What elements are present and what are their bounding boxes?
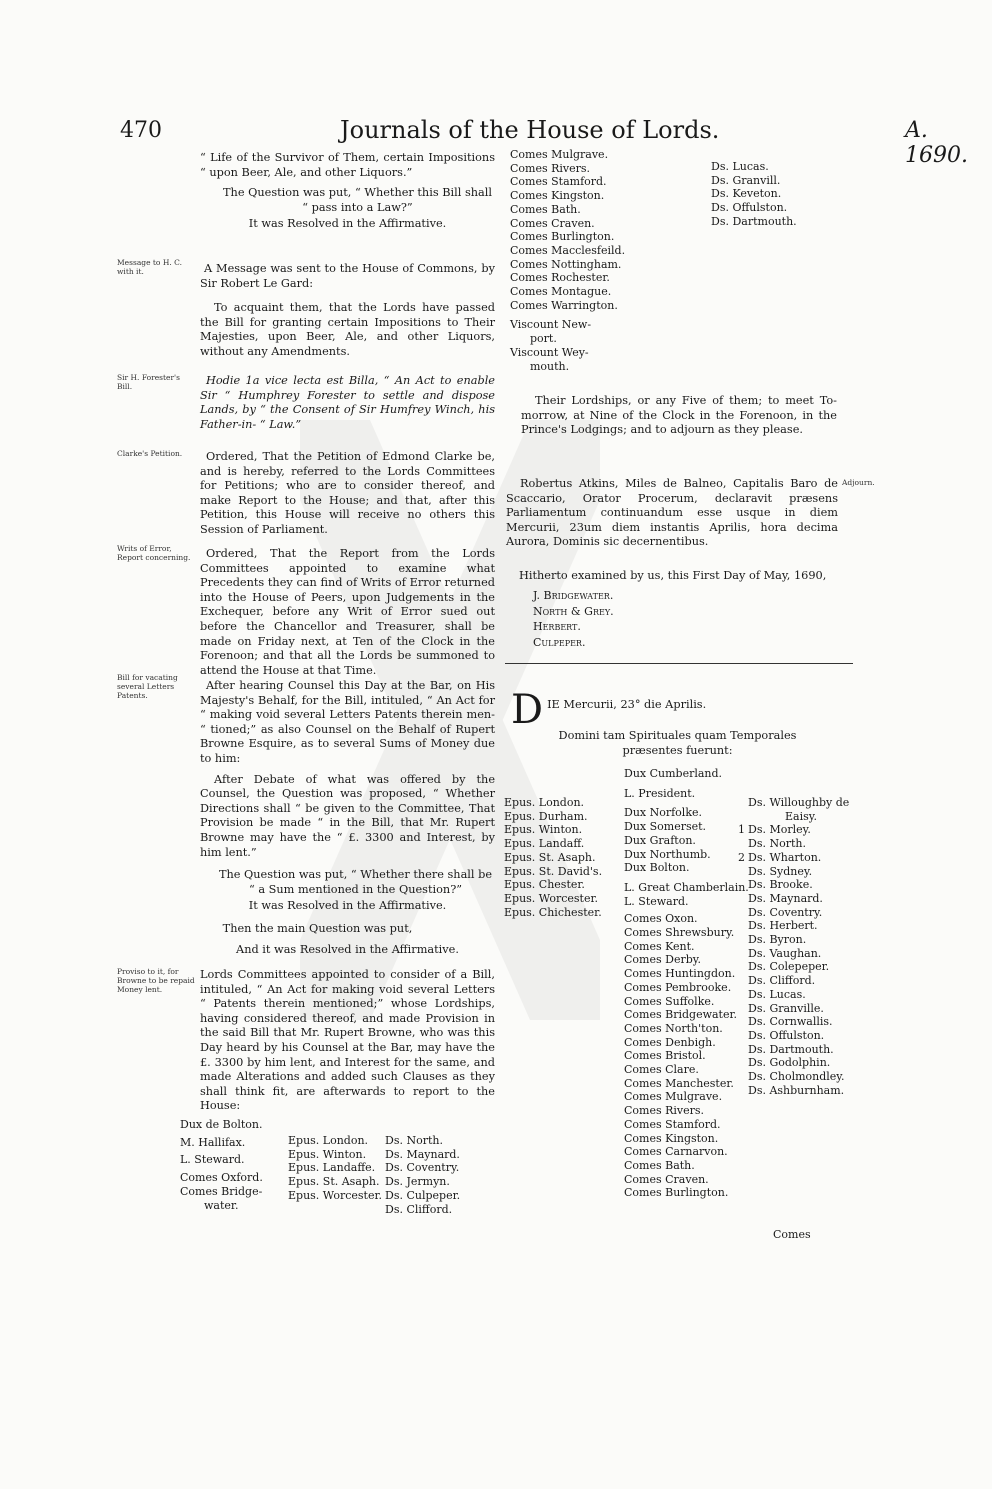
margin-note-writs: Writs of Error, Report concerning. xyxy=(117,544,191,563)
list-item: Comes Montague. xyxy=(510,285,612,299)
para-hearing-counsel: After hearing Counsel this Day at the Bar, on His Majesty's Behalf, for the Bill, intituled, “ An Act for “ making void several Letters Patents therein men- “ tioned;” as also Counsel on the Behalf of Rupert Browne Esquire, as to several Sums of Money due to him: xyxy=(200,679,495,765)
block-adjourn xyxy=(506,477,838,550)
list-item: Comes Kingston. xyxy=(510,189,605,203)
block-bill xyxy=(200,679,495,957)
block-message xyxy=(200,262,495,360)
list-item: Comes Craven. xyxy=(624,1172,709,1186)
list-item: Comes Bridge- xyxy=(180,1184,263,1198)
list-item: M. Hallifax. xyxy=(180,1135,246,1149)
list-item: L. Great Chamberlain. xyxy=(624,880,749,894)
list-item: Comes Rivers. xyxy=(510,161,591,175)
list-item: Culpeper. xyxy=(533,635,586,649)
list-item: Epus. London. xyxy=(288,1134,369,1147)
para-lords-committees: Lords Committees appointed to consider of a Bill, intituled, “ An Act for making void several Letters “ Patents therein mentioned;” whose Lordships, having considered thereof, and made Provision in the said Bill that Mr. Rupert Browne, who was this Day heard by his Counsel at the Bar, may have the £. 3300 by him lent, and Interest for the same, and made Alterations and added such Clauses as they shall think fit, are afterwards to report to the House: xyxy=(200,968,495,1113)
list-item: Ds. North. xyxy=(748,837,806,851)
list-item: Ds. Colepeper. xyxy=(748,960,830,974)
list-item: Comes Manchester. xyxy=(624,1076,734,1090)
block-forester xyxy=(200,374,495,432)
block-domini xyxy=(540,729,815,758)
rank-number: 1 xyxy=(738,823,745,837)
list-item: Dux Cumberland. xyxy=(624,767,723,780)
list-item: Comes Denbigh. xyxy=(624,1035,716,1049)
list-item: Ds. North. xyxy=(385,1134,443,1147)
committee-list-b xyxy=(288,1134,382,1203)
para-question-law: The Question was put, “ Whether this Bill shall “ pass into a Law?” xyxy=(223,186,492,214)
para-message-sent: A Message was sent to the House of Commons, by Sir Robert Le Gard: xyxy=(200,262,495,290)
list-item: 2 Ds. Wharton. xyxy=(733,851,849,865)
list-item: Dux Northumb. xyxy=(624,847,711,861)
list-item: Ds. Maynard. xyxy=(385,1147,460,1161)
list-item: Comes Burlington. xyxy=(624,1186,729,1200)
left-column xyxy=(200,151,495,232)
block-die xyxy=(511,687,841,733)
attendance-list-temporal xyxy=(624,767,749,1200)
para-examined: Hitherto examined by us, this First Day of May, 1690, xyxy=(519,569,827,582)
list-item: Comes Bridgewater. xyxy=(624,1008,738,1022)
list-item: Comes Warrington. xyxy=(510,298,618,312)
block-clarke xyxy=(200,450,495,538)
attendance-list-barons xyxy=(733,796,849,1097)
list-item: mouth. xyxy=(530,359,570,373)
list-item: Comes Mulgrave. xyxy=(510,148,609,161)
list-item: Ds. Offulston. xyxy=(711,201,788,215)
list-item: Eaisy. xyxy=(785,809,818,823)
list-item: Comes Craven. xyxy=(510,216,595,230)
list-item: Ds. Lucas. xyxy=(748,987,806,1001)
list-item: J. Bridgewater. xyxy=(533,589,614,602)
list-item: Comes Kent. xyxy=(624,939,695,953)
list-item: Epus. Winton. xyxy=(288,1147,367,1161)
para-meet: Their Lordships, or any Five of them; to meet To-morrow, at Nine of the Clock in the Forenoon, in the Prince's Lodgings; and to adjourn as they please. xyxy=(521,394,837,437)
committee-list-a xyxy=(180,1118,263,1212)
list-item: water. xyxy=(204,1198,239,1212)
list-item: L. Steward. xyxy=(180,1153,245,1167)
section-divider xyxy=(505,663,853,664)
list-item: Comes Pembrooke. xyxy=(624,980,732,994)
para-debate: After Debate of what was offered by the Counsel, the Question was proposed, “ Whether Directions shall “ be given to the Committee, That Provision be made “ in the Bill, that Mr. Rupert Browne may have the “ £. 3300 and Interest, by him lent.” xyxy=(200,772,495,859)
attendance-list-bishops xyxy=(504,796,602,919)
committee-list-c xyxy=(385,1134,460,1216)
list-item: Comes Clare. xyxy=(624,1063,699,1077)
list-item: Epus. Durham. xyxy=(504,809,588,823)
list-item: Comes Burlington. xyxy=(510,230,615,244)
list-item: Epus. St. David's. xyxy=(504,864,603,878)
para-forester-bill: Hodie 1a vice lecta est Billa, “ An Act to enable Sir “ Humphrey Forester to settle and dispose Lands, by “ the Consent of Sir Humfrey Winch, his Father-in- “ Law.” xyxy=(200,374,495,431)
list-item: Ds. Cholmondley. xyxy=(748,1070,845,1084)
list-item: Comes Oxford. xyxy=(180,1171,263,1185)
margin-note-proviso: Proviso to it, for Browne to be repaid Money lent. xyxy=(117,967,195,995)
list-item: Comes Stamford. xyxy=(624,1117,721,1131)
block-meet xyxy=(521,394,837,438)
list-item: Comes Bristol. xyxy=(624,1049,706,1063)
list-item: Ds. Keveton. xyxy=(711,187,782,201)
list-item: Comes Macclesfeild. xyxy=(510,243,626,257)
list-item: Ds. Ashburnham. xyxy=(748,1083,845,1097)
para-question-sum: The Question was put, “ Whether there shall be “ a Sum mentioned in the Question?” xyxy=(218,868,493,896)
list-item: Ds. Maynard. xyxy=(748,891,823,905)
list-item: Comes Mulgrave. xyxy=(624,1090,723,1104)
list-item: port. xyxy=(530,332,557,346)
list-item: Epus. Landaff. xyxy=(504,837,585,851)
para-resolved-1: It was Resolved in the Affirmative. xyxy=(248,217,447,231)
list-item: Ds. Coventry. xyxy=(748,905,823,919)
list-item: Comes Nottingham. xyxy=(510,257,622,271)
list-item: Ds. Clifford. xyxy=(748,974,816,988)
list-item: Comes Carnarvon. xyxy=(624,1145,728,1159)
para-main-question: Then the main Question was put, xyxy=(222,921,413,935)
list-item: Ds. Coventry. xyxy=(385,1161,460,1175)
list-item: Comes Rivers. xyxy=(624,1104,705,1118)
list-item: Epus. Landaffe. xyxy=(288,1161,376,1175)
list-item: Comes Shrewsbury. xyxy=(624,926,735,940)
page-title: Journals of the House of Lords. xyxy=(340,116,720,144)
margin-note-forester: Sir H. Forester's Bill. xyxy=(117,373,180,392)
block-proviso xyxy=(200,968,495,1114)
list-item: L. Steward. xyxy=(624,894,689,908)
list-item: Ds. Granville. xyxy=(748,1001,824,1015)
list-item: Ds. Sydney. xyxy=(748,864,813,878)
list-item: Epus. Chichester. xyxy=(504,905,602,919)
list-item: Ds. Clifford. xyxy=(385,1202,453,1216)
list-item: Ds. Granvill. xyxy=(711,173,781,187)
list-item: Ds. Brooke. xyxy=(748,878,813,892)
block-writs xyxy=(200,547,495,678)
list-item: Ds. Jermyn. xyxy=(385,1175,450,1189)
drop-cap: D xyxy=(511,687,544,733)
para-clarke-petition: Ordered, That the Petition of Edmond Clarke be, and is hereby, referred to the Lords Committees for Petitions; who are to consider thereof, and make Report to the House; and that, after this Petition, this House will receive no others this Session of Parliament. xyxy=(200,450,495,536)
list-item: Comes North'ton. xyxy=(624,1021,723,1035)
para-life-survivor: “ Life of the Survivor of Them, certain Impositions “ upon Beer, Ale, and other Liquors.” xyxy=(200,151,495,179)
rank-number: 2 xyxy=(738,850,745,864)
list-item: Comes Oxon. xyxy=(624,912,698,926)
committee-list-continued xyxy=(510,148,625,373)
para-resolved-3: And it was Resolved in the Affirmative. xyxy=(236,942,459,956)
list-item: Viscount Wey- xyxy=(510,345,589,359)
catchword: Comes xyxy=(773,1228,811,1241)
list-item: Comes Huntingdon. xyxy=(624,967,736,981)
list-item: Viscount New- xyxy=(510,318,592,332)
list-item: Dux Grafton. xyxy=(624,833,696,847)
page-year: A. 1690. xyxy=(905,118,968,168)
block-examined xyxy=(519,569,839,584)
list-item: L. President. xyxy=(624,786,696,800)
list-item: Comes Stamford. xyxy=(510,175,607,189)
list-item: Comes Bath. xyxy=(510,202,581,216)
committee-list-continued-2 xyxy=(711,160,797,229)
list-item: Epus. St. Asaph. xyxy=(288,1175,380,1189)
list-item: Ds. Offulston. xyxy=(748,1028,825,1042)
list-item: Dux Bolton. xyxy=(624,861,690,875)
list-item: Epus. Winton. xyxy=(504,823,583,837)
list-item: Ds. Culpeper. xyxy=(385,1188,461,1202)
margin-note-bill: Bill for vacating several Letters Patents. xyxy=(117,673,178,701)
list-item: Comes Bath. xyxy=(624,1158,695,1172)
list-item: Ds. Vaughan. xyxy=(748,946,822,960)
list-item: Ds. Lucas. xyxy=(711,160,769,173)
list-item: Ds. Godolphin. xyxy=(748,1056,831,1070)
para-adjourn: Robertus Atkins, Miles de Balneo, Capitalis Baro de Scaccario, Orator Procerum, declaravit præsens Parliamentum continuandum esse usque in diem Mercurii, 23um diem instantis Aprilis, hora decima Aurora, Dominis sic decernentibus. xyxy=(506,477,838,549)
list-item: Epus. Worcester. xyxy=(504,891,599,905)
list-item: Ds. Dartmouth. xyxy=(711,214,797,228)
margin-note-message: Message to H. C. with it. xyxy=(117,258,182,277)
page-number: 470 xyxy=(120,118,162,143)
list-item: Ds. Cornwallis. xyxy=(748,1015,833,1029)
list-item: Epus. Worcester. xyxy=(288,1188,383,1202)
section-date: IE Mercurii, 23° die Aprilis. xyxy=(547,698,707,711)
list-item: Comes Suffolke. xyxy=(624,994,715,1008)
list-item: Epus. Chester. xyxy=(504,878,585,892)
para-acquaint: To acquaint them, that the Lords have passed the Bill for granting certain Impositions to Their Majesties, upon Beer, Ale, and other Liquors, without any Amendments. xyxy=(200,301,495,358)
list-item: Herbert. xyxy=(533,620,581,634)
list-item: 1 Ds. Morley. xyxy=(733,823,849,837)
list-item: Epus. St. Asaph. xyxy=(504,850,596,864)
list-item: Comes Kingston. xyxy=(624,1131,719,1145)
list-item: North & Grey. xyxy=(533,604,614,618)
para-domini: Domini tam Spirituales quam Temporales præsentes fuerunt: xyxy=(558,729,797,757)
signers-list xyxy=(533,588,614,650)
para-writs-error: Ordered, That the Report from the Lords Committees appointed to examine what Precedents they can find of Writs of Error returned into the House of Peers, upon Judgements in the Exchequer, before any Writ of Error sued out before the Chancellor and Treasurer, shall be made on Friday next, at Ten of the Clock in the Forenoon; and that all the Lords be summoned to attend the House at that Time. xyxy=(200,547,495,677)
list-item: Dux Norfolke. xyxy=(624,806,702,820)
list-item: Comes Derby. xyxy=(624,953,701,967)
list-item: Ds. Dartmouth. xyxy=(748,1042,834,1056)
margin-note-clarke: Clarke's Petition. xyxy=(117,449,183,458)
list-item: Dux Somerset. xyxy=(624,820,707,834)
list-item: Dux de Bolton. xyxy=(180,1118,263,1131)
list-item: Ds. Herbert. xyxy=(748,919,818,933)
list-item: Ds. Willoughby de xyxy=(748,796,850,809)
para-resolved-2: It was Resolved in the Affirmative. xyxy=(248,899,447,913)
list-item: Comes Rochester. xyxy=(510,271,610,285)
list-item: Epus. London. xyxy=(504,796,585,809)
margin-note-adjourn: Adjourn. xyxy=(842,478,875,487)
list-item: Ds. Byron. xyxy=(748,933,807,947)
